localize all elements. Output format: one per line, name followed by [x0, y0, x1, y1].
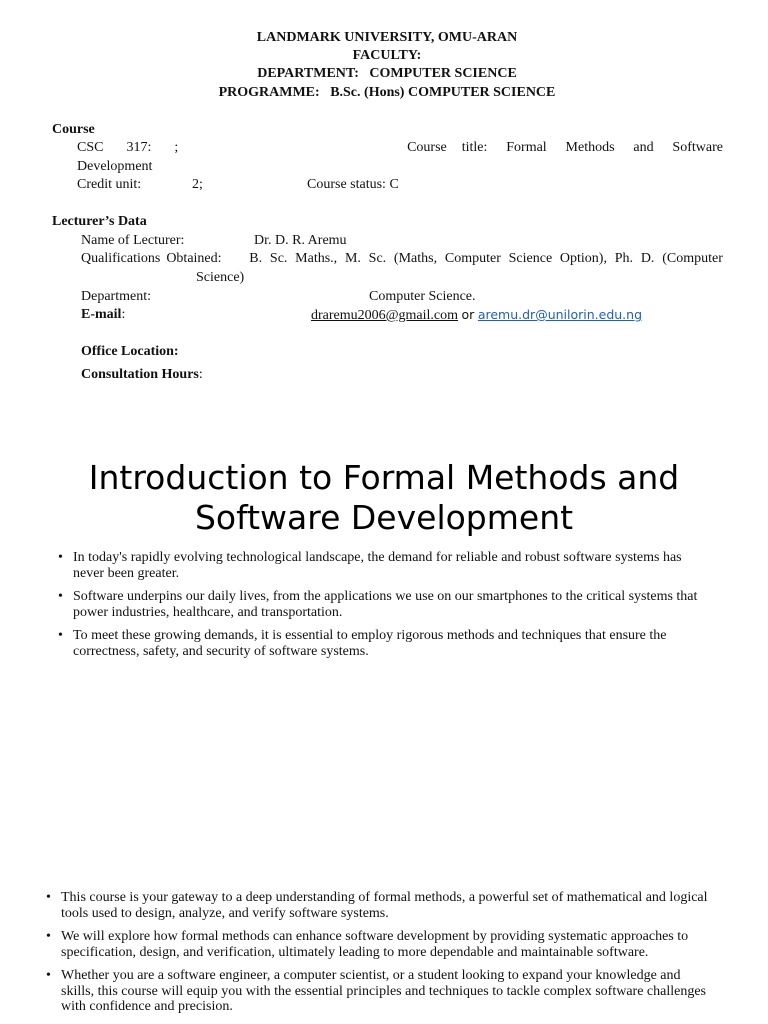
qualifications-label2: Obtained:: [166, 251, 222, 266]
course-bullet-list: [46, 890, 709, 1015]
list-item: [46, 890, 709, 921]
qual-word: Computer: [444, 251, 501, 266]
course-heading: Course: [52, 122, 95, 137]
bullet-icon: •: [58, 628, 63, 643]
course-title-line: [77, 139, 723, 157]
credit-unit-label: Credit unit:: [77, 177, 142, 192]
qual-word: D.: [640, 251, 655, 266]
email-label: E-mail: [81, 307, 122, 322]
bullet-text: To meet these growing demands, it is essential to employ rigorous methods and techniques that ensure the correctness, safety, and security of software systems.: [73, 628, 667, 659]
lecturer-heading: Lecturer’s Data: [52, 214, 147, 229]
lecturer-name-label: Name of Lecturer:: [81, 233, 185, 248]
programme-value: B.Sc. (Hons) COMPUTER SCIENCE: [330, 84, 556, 100]
programme-label: PROGRAMME:: [218, 84, 320, 100]
university-name: LANDMARK UNIVERSITY, OMU-ARAN: [256, 30, 518, 45]
list-item: [58, 628, 713, 659]
course-title-continued: Development: [77, 159, 153, 174]
course-code-group: [77, 139, 178, 157]
course-semicolon: ;: [174, 140, 179, 155]
bullet-icon: •: [58, 589, 63, 604]
consultation-hours-line: [81, 366, 203, 384]
email-secondary-link[interactable]: aremu.dr@unilorin.edu.ng: [477, 307, 643, 322]
qual-word: M.: [344, 251, 361, 266]
department-value: COMPUTER SCIENCE: [369, 66, 517, 82]
course-code: CSC: [77, 140, 104, 155]
programme-line: [0, 84, 768, 102]
bullet-icon: •: [46, 968, 51, 983]
bullet-text: In today's rapidly evolving technological landscape, the demand for reliable and robust software systems has never been greater.: [73, 550, 682, 581]
course-title-word: Methods: [565, 140, 615, 155]
lecturer-name-value: Dr. D. R. Aremu: [254, 233, 347, 248]
credit-unit-value: 2;: [192, 177, 203, 192]
email-primary-link[interactable]: draremu2006@gmail.com: [311, 308, 459, 323]
course-title-label2: title:: [461, 140, 488, 155]
consultation-colon: :: [198, 367, 203, 382]
department-label: Department:: [81, 289, 151, 304]
qual-word: Option),: [559, 251, 607, 266]
course-title-word: Formal: [506, 140, 547, 155]
qual-word: (Maths,: [393, 251, 438, 266]
bullet-text: We will explore how formal methods can enhance software development by providing systematic approaches to specification, design, and verification, ultimately leading to more dependable and maintainable software.: [61, 929, 689, 960]
list-item: [58, 589, 713, 620]
email-or: or: [461, 307, 475, 322]
slide-title: [0, 458, 768, 538]
faculty-line: FACULTY:: [352, 48, 422, 64]
list-item: [46, 968, 709, 1015]
qualifications-label-group: [81, 250, 222, 268]
qual-word: Sc.: [269, 251, 288, 266]
bullet-text: Software underpins our daily lives, from the applications we use on our smartphones to the critical systems that power industries, healthcare, and transportation.: [73, 589, 698, 620]
office-location-label: Office Location:: [81, 344, 179, 359]
course-title-label: Course: [407, 140, 447, 155]
email-colon: :: [121, 307, 126, 322]
bullet-icon: •: [46, 929, 51, 944]
email-label-group: [81, 306, 125, 324]
course-number: 317:: [126, 140, 152, 155]
course-title-word: and: [633, 140, 654, 155]
qual-word: B.: [249, 251, 263, 266]
bullet-icon: •: [58, 550, 63, 565]
qual-word: Maths.,: [295, 251, 338, 266]
qual-word: Sc.: [368, 251, 387, 266]
qual-word: (Computer: [662, 251, 723, 266]
qualifications-continued: Science): [196, 270, 245, 285]
consultation-hours-label: Consultation Hours: [81, 367, 199, 382]
qualifications-line: [81, 250, 723, 268]
course-title-word: Software: [672, 140, 723, 155]
intro-bullet-list: [58, 550, 713, 659]
qualifications-label: Qualifications: [81, 251, 161, 266]
document-header: [0, 29, 768, 102]
email-values: [311, 306, 642, 325]
list-item: [58, 550, 713, 581]
bullet-text: Whether you are a software engineer, a computer scientist, or a student looking to expand your knowledge and skills, this course will equip you with the essential principles and techniques to tackle complex software challenges with confidence and precision.: [61, 968, 707, 1014]
slide-title-line1: Introduction to Formal Methods and: [88, 458, 680, 497]
qual-word: Ph.: [614, 251, 634, 266]
department-value: Computer Science.: [369, 289, 476, 304]
department-label: DEPARTMENT:: [257, 66, 359, 82]
qual-word: Science: [508, 251, 553, 266]
department-line: [0, 65, 768, 83]
slide-title-line2: Software Development: [194, 498, 574, 537]
bullet-text: This course is your gateway to a deep understanding of formal methods, a powerful set of mathematical and logical tools used to design, analyze, and verify software systems.: [61, 890, 708, 921]
course-status: Course status: C: [307, 177, 399, 192]
course-title-label-group: [407, 139, 487, 157]
list-item: [46, 929, 709, 960]
bullet-icon: •: [46, 890, 51, 905]
